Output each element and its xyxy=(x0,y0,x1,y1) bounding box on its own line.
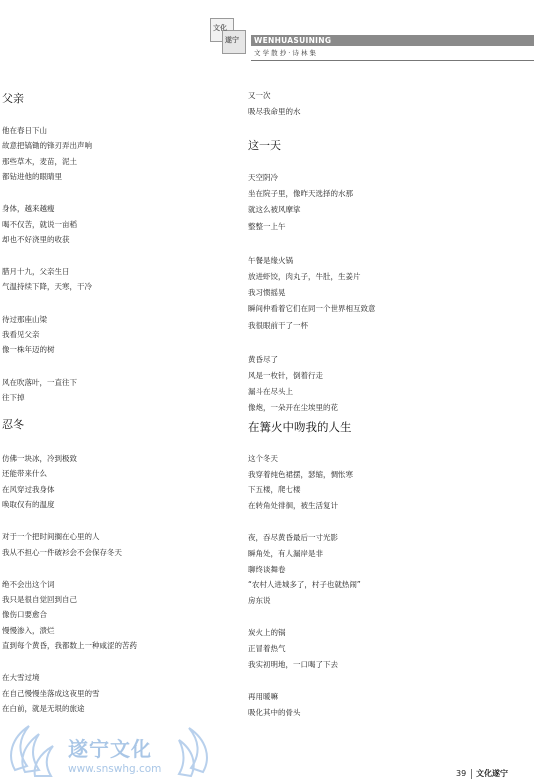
poem-line: 下五楼，爬七楼 xyxy=(248,485,301,495)
watermark-url: www.snswhg.com xyxy=(68,763,162,775)
poem-line: 炭火上的锅 xyxy=(248,628,286,638)
poem-line: 他在春日下山 xyxy=(2,126,47,135)
poem-line: 待过那座山梁 xyxy=(2,314,47,324)
poem-line: “农村人进城多了，村子也就热闹” xyxy=(248,580,361,590)
poem-line: 瞬角处，有人漏岸是非 xyxy=(248,549,323,558)
poem-line: 我只是很自觉回到自己 xyxy=(2,595,77,605)
poem-line: 慢慢渗入，溃烂 xyxy=(2,625,55,635)
poem-line: 风是一枚针，倒着行走 xyxy=(248,371,323,380)
poem-line: 我很眼前干了一杯 xyxy=(248,320,308,330)
poem-line: 在风穿过我身体 xyxy=(2,484,55,494)
poem-line: 我穿着纯色裙摆，瑟缩，惆怅寒 xyxy=(248,469,353,479)
poem-line: 像伤口要愈合 xyxy=(2,610,47,620)
poem-line: 我从不担心一件破衫会不会保存冬天 xyxy=(2,547,122,557)
poem-title: 这一天 xyxy=(248,139,281,152)
poem-line: 漏斗在尽头上 xyxy=(248,387,293,397)
header-band-word: WENHUASUINING xyxy=(254,36,332,45)
poem-line: 身体，越来越瘦 xyxy=(2,204,55,214)
poem-line: 喝不仅苦，就说一亩稻 xyxy=(2,219,77,229)
poem-line: 放进虾饺，肉丸子，牛肚，生姜片 xyxy=(248,272,361,281)
poem-line: 那些草木，麦苗，泥土 xyxy=(2,156,77,166)
poem-line: 气温持续下降，天寒，干冷 xyxy=(2,282,92,292)
poem-line: 却也不好浇里的收获 xyxy=(2,234,70,244)
wing-icon xyxy=(173,726,213,778)
poem-line: 都钻进他的眼睛里 xyxy=(2,171,62,181)
poem-line: 在转角处徘徊，被生活复计 xyxy=(248,500,338,510)
poem-title: 忍冬 xyxy=(2,418,24,431)
logo-text: 文化 xyxy=(213,24,227,32)
watermark xyxy=(5,722,205,782)
poem-title: 在篝火中吻我的人生 xyxy=(248,420,352,434)
poem-line: 唤取仅有的温度 xyxy=(2,499,55,509)
poem-line: 夜，吞尽黄昏最后一寸光影 xyxy=(248,533,338,543)
header-rule xyxy=(251,60,534,61)
poem-line: 在自己慢慢坐落成这夜里的雪 xyxy=(2,688,100,698)
poem-line: 像炮，一朵开在尘埃里的花 xyxy=(248,403,338,413)
header-subtitle: 文 学 散 抄 · 诗 林 集 xyxy=(254,49,317,57)
poem-line: 正冒着热气 xyxy=(248,644,286,653)
poem-line: 我习惯摇晃 xyxy=(248,288,286,298)
poem-line: 腊月十九，父亲生日 xyxy=(2,267,70,277)
poem-line: 坐在院子里，像昨天选择的水那 xyxy=(248,189,353,199)
logo-text: 遂宁 xyxy=(225,36,239,44)
poem-line: 仿佛一块冰，冷到极致 xyxy=(2,454,77,463)
poem-line: 天空阴冷 xyxy=(248,173,278,182)
poem-line: 再用暖嘛 xyxy=(248,692,278,702)
footer-separator xyxy=(471,769,472,779)
poem-line: 又一次 xyxy=(248,91,271,100)
poem-line: 在大雪过境 xyxy=(2,673,40,683)
poem-line: 瞬间仲看着它们在同一个世界相互致意 xyxy=(248,304,376,314)
poem-line: 像一株年迈的树 xyxy=(2,345,55,355)
poem-line: 房东说 xyxy=(248,595,271,605)
poem-line: 故意把镐锄的锋刃弄出声响 xyxy=(2,141,92,151)
poem-line: 吸化其中的骨头 xyxy=(248,707,301,717)
magazine-logo xyxy=(210,18,246,54)
poem-line: 黄昏尽了 xyxy=(248,354,278,364)
poem-title: 父亲 xyxy=(2,92,24,105)
poem-line: 对于一个把时间搁在心里的人 xyxy=(2,532,100,542)
poem-line: 聊终谈舞卷 xyxy=(248,564,286,574)
wing-icon xyxy=(5,722,65,782)
poem-line: 整整一上午 xyxy=(248,221,286,231)
poem-line: 还能带来什么 xyxy=(2,469,47,479)
page-number: 39 xyxy=(456,769,467,778)
footer-magazine-name: 文化遂宁 xyxy=(476,769,508,778)
poem-line: 风在吹落叶，一直往下 xyxy=(2,377,77,387)
poem-line: 往下掉 xyxy=(2,392,25,402)
watermark-name: 遂宁文化 xyxy=(68,737,152,761)
poem-line: 绝不会出这个词 xyxy=(2,579,55,589)
poem-line: 午餐是缘火锅 xyxy=(248,255,293,265)
poem-line: 在白前，就是无垠的旅途 xyxy=(2,703,85,713)
poem-line: 直到每个黄昏，我都数上一种咸涩的苦药 xyxy=(2,641,137,650)
poem-line: 就这么被风摩挲 xyxy=(248,205,301,215)
poem-line: 吸尽我命里的水 xyxy=(248,106,301,116)
poem-line: 我看见父亲 xyxy=(2,330,40,339)
poem-line: 我实初明地，一口喝了下去 xyxy=(248,659,338,669)
poem-line: 这个冬天 xyxy=(248,454,278,463)
